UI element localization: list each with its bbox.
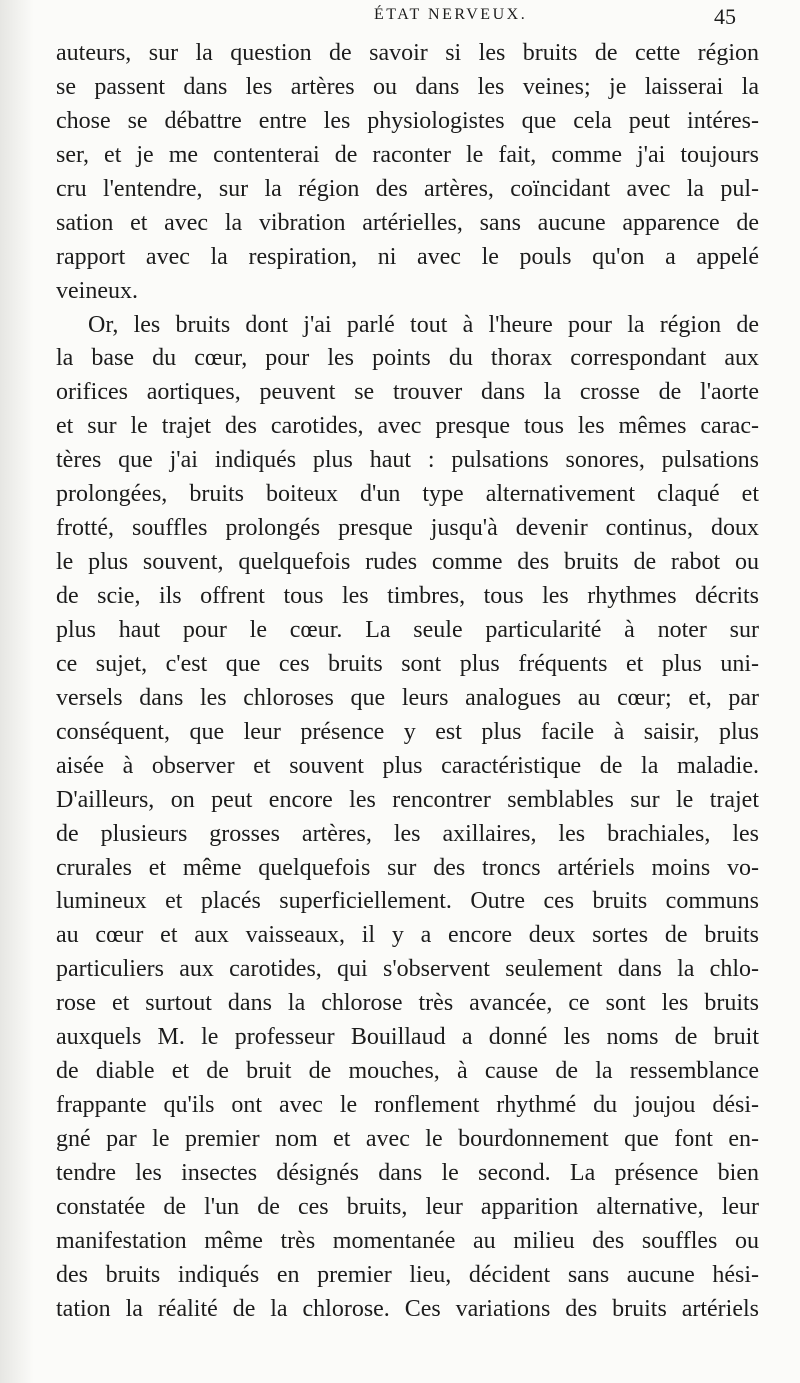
text-line: de plusieurs grosses artères, les axillaires, les brachiales, les: [56, 820, 759, 847]
text-line: de diable et de bruit de mouches, à cause de la ressemblance: [56, 1058, 759, 1085]
text-line: auteurs, sur la question de savoir si les bruits de cette région: [56, 40, 759, 66]
text-line: D'ailleurs, on peut encore les rencontrer semblables sur le trajet: [56, 786, 759, 813]
text-line: gné par le premier nom et avec le bourdonnement que font en-: [56, 1126, 759, 1152]
text-line: tendre les insectes désignés dans le second. La présence bien: [56, 1159, 759, 1186]
text-line: rapport avec la respiration, ni avec le pouls qu'on a appelé: [56, 243, 759, 270]
text-line: particuliers aux carotides, qui s'observent seulement dans la chlo-: [56, 956, 759, 983]
running-head: [0, 4, 800, 34]
text-line: crurales et même quelquefois sur des troncs artériels moins vo-: [56, 854, 759, 881]
text-line: frappante qu'ils ont avec le ronflement rhythmé du joujou dési-: [56, 1092, 759, 1119]
page-gutter-shadow: [0, 0, 34, 1383]
text-line: se passent dans les artères ou dans les veines; je laisserai la: [56, 73, 759, 100]
paragraph-first-line: Or, les bruits dont j'ai parlé tout à l'heure pour la région de: [88, 311, 759, 338]
text-line: le plus souvent, quelquefois rudes comme des bruits de rabot ou: [56, 549, 759, 576]
text-line: aisée à observer et souvent plus caractéristique de la maladie.: [56, 752, 759, 779]
text-line: sation et avec la vibration artérielles, sans aucune apparence de: [56, 209, 759, 236]
running-title: ÉTAT NERVEUX.: [374, 6, 528, 23]
text-line: lumineux et placés superficiellement. Outre ces bruits communs: [56, 888, 759, 915]
text-line: cru l'entendre, sur la région des artères, coïncidant avec la pul-: [56, 175, 759, 202]
text-line: tation la réalité de la chlorose. Ces variations des bruits artériels: [56, 1295, 759, 1322]
text-line: manifestation même très momentanée au milieu des souffles ou: [56, 1227, 759, 1254]
text-line: orifices aortiques, peuvent se trouver dans la crosse de l'aorte: [56, 379, 759, 406]
text-line: plus haut pour le cœur. La seule particularité à noter sur: [56, 616, 759, 643]
text-line: rose et surtout dans la chlorose très avancée, ce sont les bruits: [56, 990, 759, 1017]
page-body: [56, 37, 759, 1327]
text-line: ce sujet, c'est que ces bruits sont plus fréquents et plus uni-: [56, 650, 759, 677]
text-line: et sur le trajet des carotides, avec presque tous les mêmes carac-: [56, 413, 759, 440]
text-line: des bruits indiqués en premier lieu, décident sans aucune hési-: [56, 1261, 759, 1288]
text-line: constatée de l'un de ces bruits, leur apparition alternative, leur: [56, 1193, 759, 1220]
text-line: prolongées, bruits boiteux d'un type alternativement claqué et: [56, 481, 759, 508]
text-line: chose se débattre entre les physiologistes que cela peut intéres-: [56, 107, 759, 134]
text-line: tères que j'ai indiqués plus haut : pulsations sonores, pulsations: [56, 447, 759, 474]
text-line: de scie, ils offrent tous les timbres, tous les rhythmes décrits: [56, 583, 759, 609]
text-line: ser, et je me contenterai de raconter le fait, comme j'ai toujours: [56, 141, 759, 168]
paragraph-last-line: veineux.: [56, 277, 138, 304]
text-line: auxquels M. le professeur Bouillaud a donné les noms de bruit: [56, 1024, 759, 1051]
text-line: frotté, souffles prolongés presque jusqu'à devenir continus, doux: [56, 515, 759, 542]
text-line: au cœur et aux vaisseaux, il y a encore deux sortes de bruits: [56, 922, 759, 949]
text-line: versels dans les chloroses que leurs analogues au cœur; et, par: [56, 684, 759, 711]
text-line: conséquent, que leur présence y est plus facile à saisir, plus: [56, 718, 759, 745]
text-line: la base du cœur, pour les points du thorax correspondant aux: [56, 345, 759, 372]
page-number: 45: [714, 4, 736, 29]
